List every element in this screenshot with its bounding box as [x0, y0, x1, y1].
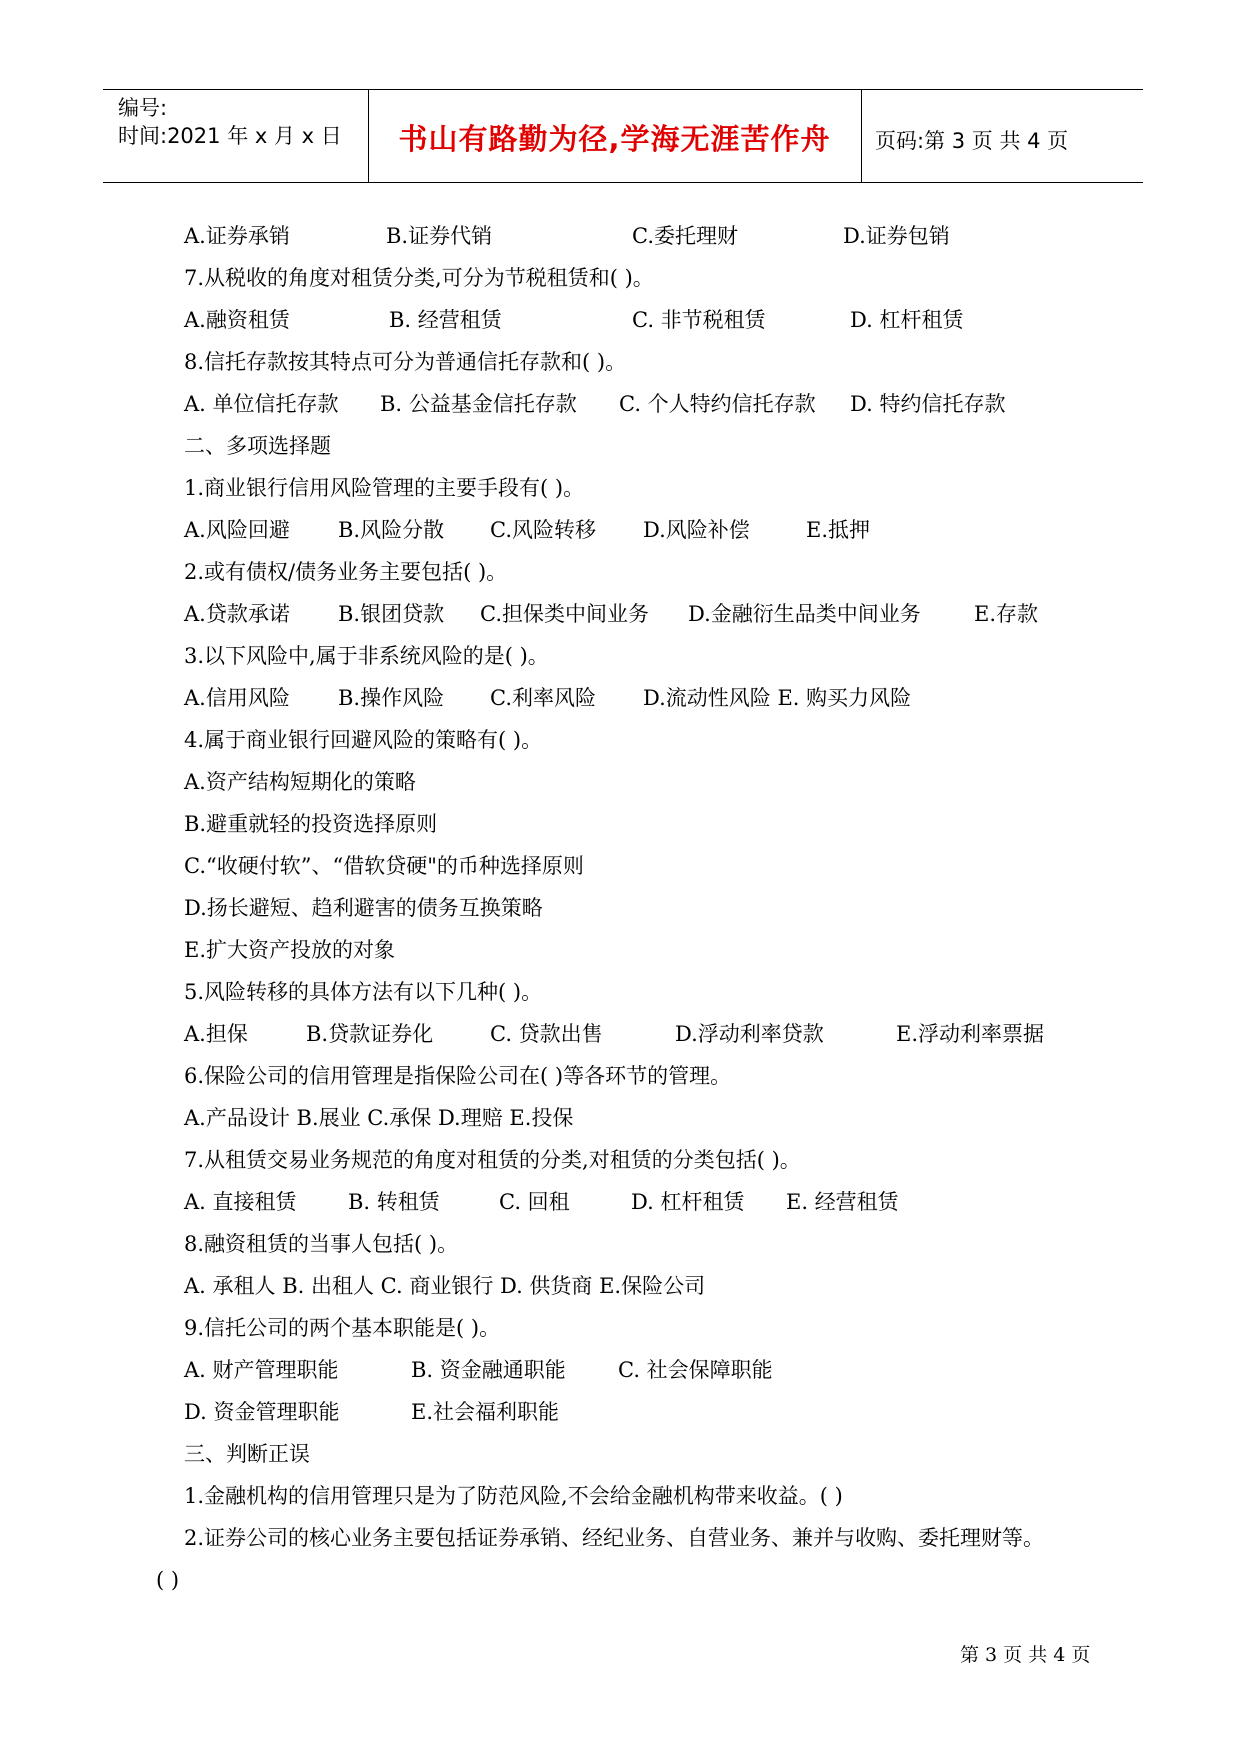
header-bottom-rule — [103, 182, 1143, 183]
option: C.担保类中间业务 — [480, 602, 649, 626]
option: D.风险补偿 — [643, 518, 750, 542]
option: C. 非节税租赁 — [632, 308, 766, 332]
option: D. 特约信托存款 — [850, 392, 1006, 416]
option: D.金融衍生品类中间业务 — [688, 602, 921, 626]
option: D.扬长避短、趋利避害的债务互换策略 — [184, 896, 543, 920]
option: B.贷款证券化 — [306, 1022, 434, 1046]
option: C. 社会保障职能 — [618, 1358, 773, 1382]
option: B. 转租赁 — [348, 1190, 440, 1214]
option: E.存款 — [974, 602, 1039, 626]
option: B.证券代销 — [386, 224, 493, 248]
option: D.证券包销 — [843, 224, 950, 248]
option: C. 个人特约信托存款 — [619, 392, 816, 416]
option: A.资产结构短期化的策略 — [184, 770, 416, 794]
option: B.操作风险 — [338, 686, 445, 710]
option: B. 资金融通职能 — [411, 1358, 566, 1382]
option: B. 公益基金信托存款 — [380, 392, 577, 416]
option: E. 经营租赁 — [786, 1190, 899, 1214]
option: E.社会福利职能 — [411, 1400, 560, 1424]
option: C.利率风险 — [490, 686, 596, 710]
option: C. 回租 — [499, 1190, 570, 1214]
option: B.银团贷款 — [338, 602, 445, 626]
option: C.风险转移 — [490, 518, 596, 542]
option: A. 单位信托存款 — [184, 392, 339, 416]
question: 8.信托存款按其特点可分为普通信托存款和( )。 — [184, 350, 627, 374]
option: A. 直接租赁 — [184, 1190, 297, 1214]
question: 7.从税收的角度对租赁分类,可分为节税租赁和( )。 — [184, 266, 654, 290]
question: 7.从租赁交易业务规范的角度对租赁的分类,对租赁的分类包括( )。 — [184, 1148, 801, 1172]
question: 3.以下风险中,属于非系统风险的是( )。 — [184, 644, 549, 668]
option: D. 杠杆租赁 — [631, 1190, 745, 1214]
option: D.流动性风险 E. 购买力风险 — [643, 686, 912, 710]
option: A.担保 — [184, 1022, 248, 1046]
option: A.风险回避 — [184, 518, 290, 542]
option: E.抵押 — [806, 518, 871, 542]
option: E.扩大资产投放的对象 — [184, 938, 396, 962]
option: A.贷款承诺 — [184, 602, 290, 626]
header-number-label: 编号: — [118, 96, 168, 120]
option: A.融资租赁 — [184, 308, 290, 332]
option-row: A.产品设计 B.展业 C.承保 D.理赔 E.投保 — [184, 1106, 574, 1130]
question: 5.风险转移的具体方法有以下几种( )。 — [184, 980, 543, 1004]
option-row: A. 承租人 B. 出租人 C. 商业银行 D. 供货商 E.保险公司 — [184, 1274, 706, 1298]
header-page-label: 页码:第 3 页 共 4 页 — [875, 129, 1069, 153]
header-time-label: 时间:2021 年 x 月 x 日 — [118, 124, 342, 148]
option: B. 经营租赁 — [389, 308, 502, 332]
section-heading: 三、判断正误 — [184, 1442, 310, 1466]
question: 8.融资租赁的当事人包括( )。 — [184, 1232, 459, 1256]
question: 6.保险公司的信用管理是指保险公司在( )等各环节的管理。 — [184, 1064, 732, 1088]
option: E.浮动利率票据 — [896, 1022, 1045, 1046]
option: C.“收硬付软”、“借软贷硬"的币种选择原则 — [184, 854, 584, 878]
option: B.避重就轻的投资选择原则 — [184, 812, 438, 836]
header-motto: 书山有路勤为径,学海无涯苦作舟 — [398, 122, 831, 156]
question: 4.属于商业银行回避风险的策略有( )。 — [184, 728, 543, 752]
header-top-rule — [103, 89, 1143, 90]
option: A. 财产管理职能 — [184, 1358, 339, 1382]
question: 1.金融机构的信用管理只是为了防范风险,不会给金融机构带来收益。( ) — [184, 1484, 843, 1508]
page-footer: 第 3 页 共 4 页 — [960, 1644, 1091, 1666]
question: 2.证券公司的核心业务主要包括证券承销、经纪业务、自营业务、兼并与收购、委托理财等。 — [184, 1526, 1045, 1550]
question: 1.商业银行信用风险管理的主要手段有( )。 — [184, 476, 585, 500]
option: C. 贷款出售 — [490, 1022, 603, 1046]
option: A.信用风险 — [184, 686, 290, 710]
option: A.证券承销 — [184, 224, 290, 248]
header-divider — [861, 89, 862, 183]
question: 2.或有债权/债务业务主要包括( )。 — [184, 560, 508, 584]
option: D. 杠杆租赁 — [850, 308, 964, 332]
option: D. 资金管理职能 — [184, 1400, 340, 1424]
option: B.风险分散 — [338, 518, 445, 542]
question: 9.信托公司的两个基本职能是( )。 — [184, 1316, 501, 1340]
section-heading: 二、多项选择题 — [184, 434, 331, 458]
answer-blank: ( ) — [156, 1568, 180, 1592]
option: C.委托理财 — [632, 224, 738, 248]
option: D.浮动利率贷款 — [675, 1022, 824, 1046]
